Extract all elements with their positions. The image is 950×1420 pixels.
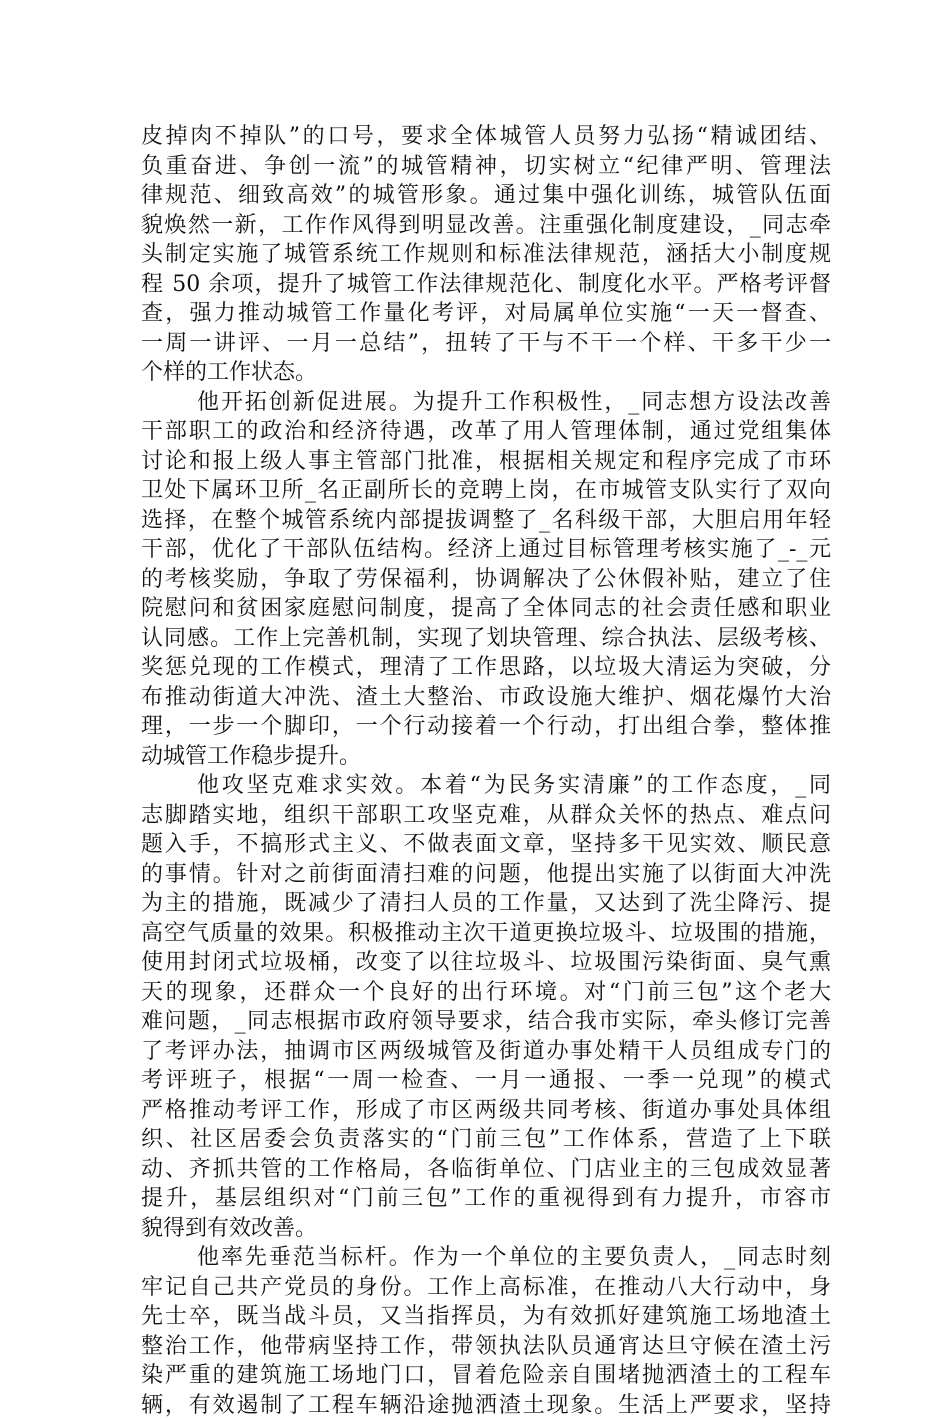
text-line: 貌得到有效改善。 — [141, 1214, 831, 1244]
text-line: 个样的工作状态。 — [141, 358, 831, 388]
body-text — [141, 122, 831, 1420]
text-line: 奖惩兑现的工作模式，理清了工作思路，以垃圾大清运为突破，分 — [141, 653, 831, 683]
text-line: 他开拓创新促进展。为提升工作积极性，_同志想方设法改善 — [141, 388, 831, 418]
text-line: 貌焕然一新，工作作风得到明显改善。注重强化制度建设，_同志牵 — [141, 211, 831, 241]
text-line: 动、齐抓共管的工作格局，各临街单位、门店业主的三包成效显著 — [141, 1155, 831, 1185]
text-line: 天的现象，还群众一个良好的出行环境。对“门前三包”这个老大 — [141, 978, 831, 1008]
text-line: 高空气质量的效果。积极推动主次干道更换垃圾斗、垃圾围的措施， — [141, 919, 831, 949]
text-line: 的考核奖励，争取了劳保福利，协调解决了公休假补贴，建立了住 — [141, 565, 831, 595]
text-line: 严格推动考评工作，形成了市区两级共同考核、街道办事处具体组 — [141, 1096, 831, 1126]
text-line: 选择，在整个城管系统内部提拔调整了_名科级干部，大胆启用年轻 — [141, 506, 831, 536]
text-line: 使用封闭式垃圾桶，改变了以往垃圾斗、垃圾围污染街面、臭气熏 — [141, 948, 831, 978]
text-line: 考评班子，根据“一周一检查、一月一通报、一季一兑现”的模式 — [141, 1066, 831, 1096]
text-line: 一周一讲评、一月一总结”，扭转了干与不干一个样、干多干少一 — [141, 329, 831, 359]
text-line: 志脚踏实地，组织干部职工攻坚克难，从群众关怀的热点、难点问 — [141, 801, 831, 831]
text-line: 皮掉肉不掉队”的口号，要求全体城管人员努力弘扬“精诚团结、 — [141, 122, 831, 152]
text-line: 题入手，不搞形式主义、不做表面文章，坚持多干见实效、顺民意 — [141, 830, 831, 860]
text-line: 讨论和报上级人事主管部门批准，根据相关规定和程序完成了市环 — [141, 447, 831, 477]
text-line: 为主的措施，既减少了清扫人员的工作量，又达到了洗尘降污、提 — [141, 889, 831, 919]
text-line: 的事情。针对之前街面清扫难的问题，他提出实施了以街面大冲洗 — [141, 860, 831, 890]
text-line: 难问题，_同志根据市政府领导要求，结合我市实际，牵头修订完善 — [141, 1007, 831, 1037]
text-line: 他攻坚克难求实效。本着“为民务实清廉”的工作态度，_同 — [141, 771, 831, 801]
text-line: 查，强力推动城管工作量化考评，对局属单位实施“一天一督查、 — [141, 299, 831, 329]
text-line: 辆，有效遏制了工程车辆沿途抛洒渣土现象。生活上严要求，坚持 — [141, 1391, 831, 1420]
text-line: 他率先垂范当标杆。作为一个单位的主要负责人，_同志时刻 — [141, 1243, 831, 1273]
text-line: 了考评办法，抽调市区两级城管及街道办事处精干人员组成专门的 — [141, 1037, 831, 1067]
text-line: 织、社区居委会负责落实的“门前三包”工作体系，营造了上下联 — [141, 1125, 831, 1155]
text-line: 动城管工作稳步提升。 — [141, 742, 831, 772]
text-line: 负重奋进、争创一流”的城管精神，切实树立“纪律严明、管理法 — [141, 152, 831, 182]
text-line: 整治工作，他带病坚持工作，带领执法队员通宵达旦守候在渣土污 — [141, 1332, 831, 1362]
text-line: 布推动街道大冲洗、渣土大整治、市政设施大维护、烟花爆竹大治 — [141, 683, 831, 713]
text-line: 干部职工的政治和经济待遇，改革了用人管理体制，通过党组集体 — [141, 417, 831, 447]
text-line: 程 50 余项，提升了城管工作法律规范化、制度化水平。严格考评督 — [141, 270, 831, 300]
text-line: 理，一步一个脚印，一个行动接着一个行动，打出组合拳，整体推 — [141, 712, 831, 742]
text-line: 干部，优化了干部队伍结构。经济上通过目标管理考核实施了_-_元 — [141, 535, 831, 565]
text-line: 认同感。工作上完善机制，实现了划块管理、综合执法、层级考核、 — [141, 624, 831, 654]
text-line: 牢记自己共产党员的身份。工作上高标准，在推动八大行动中，身 — [141, 1273, 831, 1303]
text-line: 律规范、细致高效”的城管形象。通过集中强化训练，城管队伍面 — [141, 181, 831, 211]
text-line: 提升，基层组织对“门前三包”工作的重视得到有力提升，市容市 — [141, 1184, 831, 1214]
text-line: 院慰问和贫困家庭慰问制度，提高了全体同志的社会责任感和职业 — [141, 594, 831, 624]
text-line: 卫处下属环卫所_名正副所长的竞聘上岗，在市城管支队实行了双向 — [141, 476, 831, 506]
text-line: 头制定实施了城管系统工作规则和标准法律规范，涵括大小制度规 — [141, 240, 831, 270]
text-line: 染严重的建筑施工场地门口，冒着危险亲自围堵抛洒渣土的工程车 — [141, 1361, 831, 1391]
text-line: 先士卒，既当战斗员，又当指挥员，为有效抓好建筑施工场地渣土 — [141, 1302, 831, 1332]
